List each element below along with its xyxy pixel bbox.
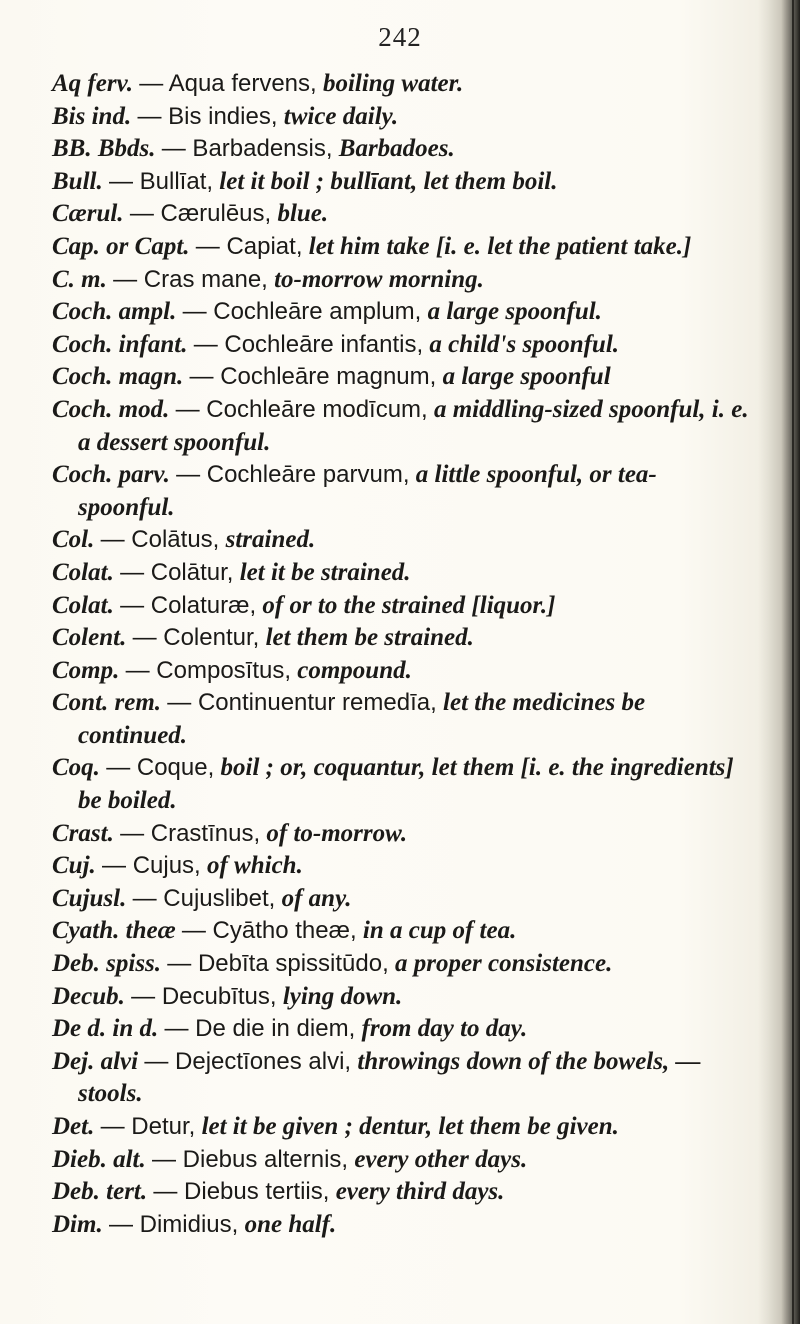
entry — [52, 981, 752, 1014]
entry — [52, 361, 752, 394]
entry-abbreviation: Bull. — [52, 167, 103, 195]
entry — [52, 1013, 752, 1046]
entry-abbreviation: Deb. spiss. — [52, 950, 162, 978]
entry — [52, 1046, 752, 1111]
entry-translation: to-morrow morning. — [274, 265, 484, 293]
entry — [52, 687, 752, 752]
entry — [52, 133, 752, 166]
entry-latin: — Composītus, — [125, 656, 292, 684]
entry — [52, 394, 752, 459]
entry-abbreviation: Cuj. — [52, 852, 96, 880]
entry-abbreviation: Aq ferv. — [52, 70, 133, 97]
entry — [52, 296, 752, 329]
entry-latin: — Cochleāre parvum, — [176, 461, 410, 489]
entry-latin: — Cochleāre magnum, — [189, 363, 437, 391]
entry — [52, 524, 752, 557]
entry-latin: — Dejectīones alvi, — [144, 1047, 352, 1075]
entry-abbreviation: Decub. — [52, 982, 125, 1010]
entry — [52, 818, 752, 851]
entry — [52, 1176, 752, 1209]
entry-translation: lying down. — [282, 982, 403, 1010]
entry-latin: — Coque, — [106, 754, 215, 782]
entry-latin: — Cyātho theæ, — [181, 917, 357, 945]
entry — [52, 948, 752, 981]
entry-translation: strained. — [225, 526, 316, 554]
entry-translation: a proper consistence. — [394, 950, 613, 978]
entry-translation: a large spoonful. — [427, 298, 602, 326]
entry-latin: — Cochleāre infantis, — [193, 330, 424, 358]
entry-latin: — Detur, — [100, 1113, 196, 1140]
entry-abbreviation: Cont. rem. — [52, 689, 162, 717]
entry-latin: — Crastīnus, — [120, 819, 261, 847]
entry-abbreviation: Coch. parv. — [52, 461, 170, 489]
entry-latin: — Colaturæ, — [120, 591, 257, 619]
entry-abbreviation: Cap. or Capt. — [52, 232, 190, 260]
entry-abbreviation: Col. — [52, 526, 95, 554]
entry-translation: throwings down of the bowels, — stools. — [78, 1047, 701, 1108]
entry — [52, 590, 752, 623]
entry-translation: a child's spoonful. — [429, 330, 620, 358]
entry-abbreviation: Coch. ampl. — [52, 298, 177, 326]
entry-latin: — Diebus tertiis, — [153, 1178, 330, 1206]
entry-latin: — De die in diem, — [164, 1015, 356, 1043]
entry — [52, 198, 752, 231]
entry-latin: — Barbadensis, — [161, 135, 333, 163]
entry-latin: — Colātur, — [120, 558, 234, 586]
entry-translation: blue. — [277, 200, 329, 228]
entry-translation: let it boil ; bullīant, let them boil. — [219, 167, 558, 195]
entry — [52, 1111, 752, 1144]
entry-latin: — Diebus alternis, — [152, 1145, 349, 1173]
entry-abbreviation: Cyath. theæ — [52, 917, 176, 945]
entry-translation: every third days. — [335, 1178, 505, 1206]
entry — [52, 1209, 752, 1242]
entry-latin: — Cujuslibet, — [132, 884, 276, 912]
entry-latin: — Decubītus, — [131, 982, 277, 1010]
entry-abbreviation: Dim. — [52, 1210, 103, 1238]
entry-abbreviation: Deb. tert. — [52, 1178, 148, 1206]
entry-translation: of any. — [281, 884, 352, 912]
entry-translation: a large spoonful — [442, 363, 611, 391]
entry — [52, 655, 752, 688]
entry-abbreviation: Det. — [52, 1113, 95, 1140]
entry-translation: let it be given ; dentur, let them be given. — [201, 1113, 619, 1140]
page-number: 242 — [378, 22, 422, 52]
entry-abbreviation: Comp. — [52, 656, 120, 684]
entry — [52, 231, 752, 264]
entry-abbreviation: BB. Bbds. — [52, 135, 156, 163]
entry-abbreviation: Dej. alvi — [52, 1047, 139, 1075]
entry — [52, 622, 752, 655]
entry-latin: — Cujus, — [102, 852, 201, 880]
entry-translation: in a cup of tea. — [362, 917, 517, 945]
entry-latin: — Cærulēus, — [129, 200, 272, 228]
entry-latin: — Colātus, — [100, 526, 220, 554]
entry-latin: — Bullīat, — [108, 167, 214, 195]
entry-latin: — Capiat, — [195, 232, 303, 260]
entry-abbreviation: Cujusl. — [52, 884, 127, 912]
entry-latin: — Bis indies, — [137, 102, 278, 130]
entry-translation: boiling water. — [322, 70, 464, 97]
abbreviation-list — [52, 68, 752, 1241]
entry-latin: — Debīta spissitūdo, — [167, 950, 389, 978]
entry-latin: — Cochleāre amplum, — [182, 298, 422, 326]
entry-latin: — Cochleāre modīcum, — [175, 395, 428, 423]
entry — [52, 329, 752, 362]
entry-translation: every other days. — [354, 1145, 528, 1173]
entry-latin: — Continuentur remedīa, — [167, 689, 437, 717]
entry-abbreviation: Colent. — [52, 624, 127, 652]
entry-translation: of which. — [206, 852, 303, 880]
entry-abbreviation: Dieb. alt. — [52, 1145, 146, 1173]
entry — [52, 1144, 752, 1177]
entry-abbreviation: C. m. — [52, 265, 107, 293]
entry-translation: a middling-sized spoonful, i. e. a dessert spoonful. — [78, 395, 749, 456]
entry-abbreviation: De d. in d. — [52, 1015, 159, 1043]
entry-translation: a little spoonful, or tea-spoonful. — [78, 461, 657, 521]
entry-abbreviation: Coch. mod. — [52, 395, 170, 423]
entry — [52, 68, 752, 101]
entry-translation: boil ; or, coquantur, let them [i. e. the ingredients] be boiled. — [78, 754, 734, 815]
entry — [52, 101, 752, 134]
entry-latin: — Dimidius, — [108, 1210, 239, 1238]
entry-abbreviation: Bis ind. — [52, 102, 132, 130]
entry — [52, 166, 752, 199]
entry-translation: one half. — [244, 1210, 337, 1238]
entry — [52, 752, 752, 817]
entry-translation: let it be strained. — [239, 558, 411, 586]
entry — [52, 264, 752, 297]
entry-abbreviation: Colat. — [52, 591, 114, 619]
entry-translation: compound. — [297, 656, 412, 684]
entry — [52, 883, 752, 916]
entry-abbreviation: Cærul. — [52, 200, 124, 228]
entry-abbreviation: Crast. — [52, 819, 114, 847]
entry-translation: of to-morrow. — [266, 819, 408, 847]
entry — [52, 915, 752, 948]
entry-latin: — Cras mane, — [113, 265, 268, 293]
entry-translation: from day to day. — [361, 1015, 528, 1043]
entry-translation: twice daily. — [283, 102, 399, 130]
entry-translation: let them be strained. — [265, 624, 474, 652]
entry-translation: Barbadoes. — [338, 135, 455, 163]
entry-abbreviation: Coch. magn. — [52, 363, 184, 391]
entry — [52, 850, 752, 883]
entry-translation: let him take [i. e. let the patient take.] — [308, 232, 692, 260]
entry-latin: — Aqua fervens, — [139, 70, 317, 97]
entry-latin: — Colentur, — [132, 624, 260, 652]
entry — [52, 557, 752, 590]
page-edge-line — [792, 0, 794, 1324]
entry-translation: let the medicines be continued. — [78, 689, 646, 749]
entry-abbreviation: Colat. — [52, 558, 114, 586]
entry-translation: of or to the strained [liquor.] — [262, 591, 556, 619]
entry-abbreviation: Coch. infant. — [52, 330, 188, 358]
entry — [52, 459, 752, 524]
entry-abbreviation: Coq. — [52, 754, 100, 782]
